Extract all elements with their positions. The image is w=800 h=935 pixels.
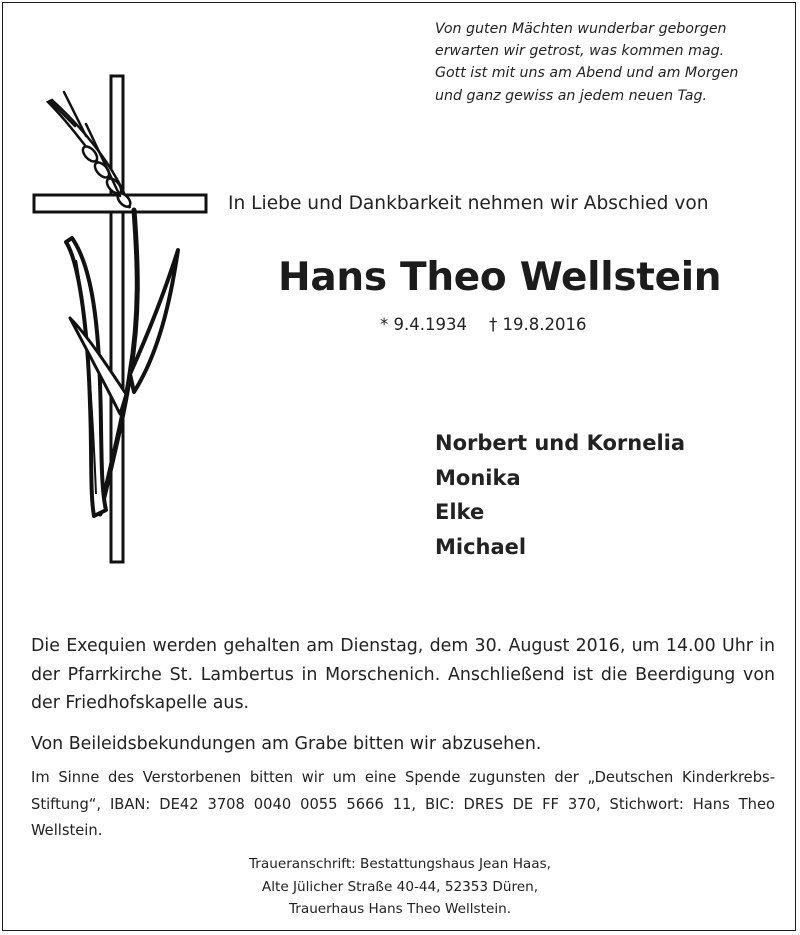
- poem-line: erwarten wir getrost, was kommen mag.: [435, 43, 725, 60]
- exequies-paragraph: Die Exequien werden gehalten am Dienstag, dem 30. August 2016, um 14.00 Uhr in der Pfarrkirche St. Lambertus in Morschenich. Anschließend ist die Beerdigung von der Friedhofskapelle aus.: [31, 636, 775, 713]
- poem-line: Gott ist mit uns am Abend und am Morgen: [435, 65, 739, 82]
- deceased-name: Hans Theo Wellstein: [278, 255, 722, 300]
- donation-paragraph: Im Sinne des Verstorbenen bitten wir um eine Spende zugunsten der „Deutschen Kinderkrebs-Stiftung“, IBAN: DE42 3708 0040 0055 5666 11, BIC: DRES DE FF 370, Stichwort: Hans Theo Wellstein.: [31, 769, 775, 839]
- family-member: Monika: [435, 465, 521, 490]
- life-dates: [380, 315, 586, 334]
- death-date: † 19.8.2016: [488, 315, 587, 334]
- poem-line: und ganz gewiss an jedem neuen Tag.: [435, 87, 707, 104]
- family-member: Elke: [435, 500, 485, 524]
- mourning-address: [0, 853, 800, 921]
- address-line: Alte Jülicher Straße 40-44, 52353 Düren,: [261, 878, 539, 895]
- farewell-intro: In Liebe und Dankbarkeit nehmen wir Abschied von: [228, 193, 709, 214]
- poem-line: Von guten Mächten wunderbar geborgen: [435, 21, 727, 37]
- family-member: Michael: [435, 534, 527, 559]
- family-list: [435, 426, 685, 564]
- family-member: Norbert und Kornelia: [435, 431, 686, 455]
- address-line: Trauerhaus Hans Theo Wellstein.: [288, 901, 512, 917]
- birth-date: * 9.4.1934: [380, 315, 467, 334]
- address-line: Traueranschrift: Bestattungshaus Jean Haas,: [249, 856, 551, 872]
- cross-with-wheat-icon: [30, 74, 210, 566]
- poem: [435, 18, 785, 107]
- condolences-paragraph: Von Beileidsbekundungen am Grabe bitten wir abzusehen.: [31, 734, 542, 754]
